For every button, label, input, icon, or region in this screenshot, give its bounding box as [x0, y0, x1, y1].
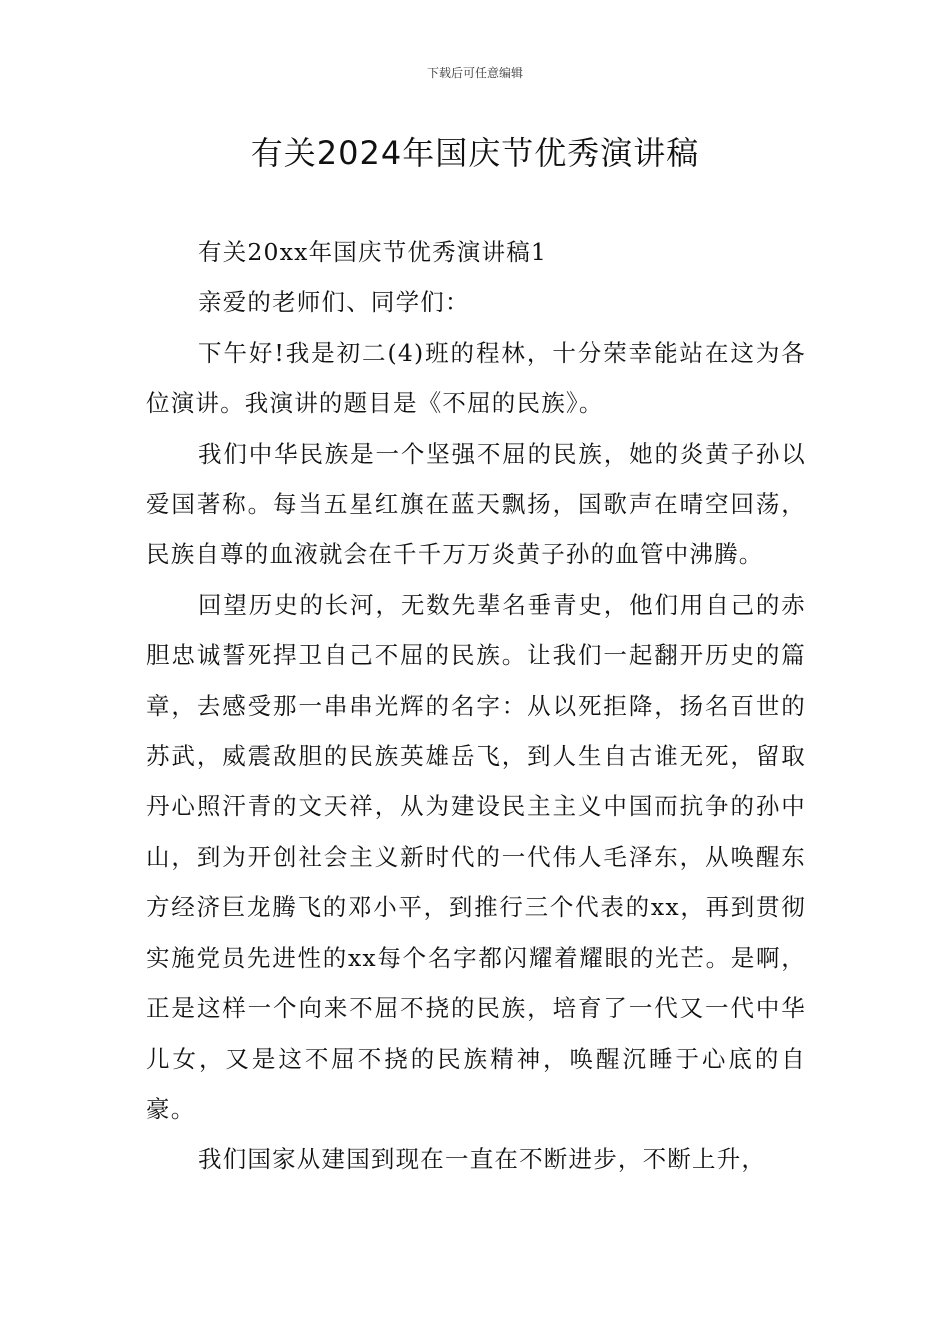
- header-note: 下载后可任意编辑: [426, 66, 523, 80]
- paragraph-nation: 我们中华民族是一个坚强不屈的民族，她的炎黄子孙以爱国著称。每当五星红旗在蓝天飘扬，国歌声在晴空回荡，民族自尊的血液就会在千千万万炎黄子孙的血管中沸腾。: [146, 439, 806, 569]
- paragraph-subtitle: 有关20xx年国庆节优秀演讲稿1: [198, 238, 548, 266]
- document-title: 有关2024年国庆节优秀演讲稿: [250, 134, 700, 172]
- paragraph-progress: 我们国家从建国到现在一直在不断进步，不断上升，: [198, 1145, 767, 1174]
- paragraph-history: 回望历史的长河，无数先辈名垂青史，他们用自己的赤胆忠诚誓死捍卫自己不屈的民族。让我们一起翻开历史的篇章，去感受那一串串光辉的名字：从以死拒降，扬名百世的苏武，威震敌胆的民族英雄岳飞，到人生自古谁无死，留取丹心照汗青的文天祥，从为建设民主主义中国而抗争的孙中山，到为开创社会主义新时代的一代伟人毛泽东，从唤醒东方经济巨龙腾飞的邓小平，到推行三个代表的xx，再到贯彻实施党员先进性的xx每个名字都闪耀着耀眼的光芒。是啊，正是这样一个向来不屈不挠的民族，培育了一代又一代中华儿女，又是这不屈不挠的民族精神，唤醒沉睡于心底的自豪。: [146, 590, 806, 1123]
- paragraph-intro: 下午好!我是初二(4)班的程林，十分荣幸能站在这为各位演讲。我演讲的题目是《不屈的民族》。: [146, 338, 806, 418]
- paragraph-greeting: 亲爱的老师们、同学们：: [198, 288, 470, 317]
- document-body: [146, 227, 806, 1185]
